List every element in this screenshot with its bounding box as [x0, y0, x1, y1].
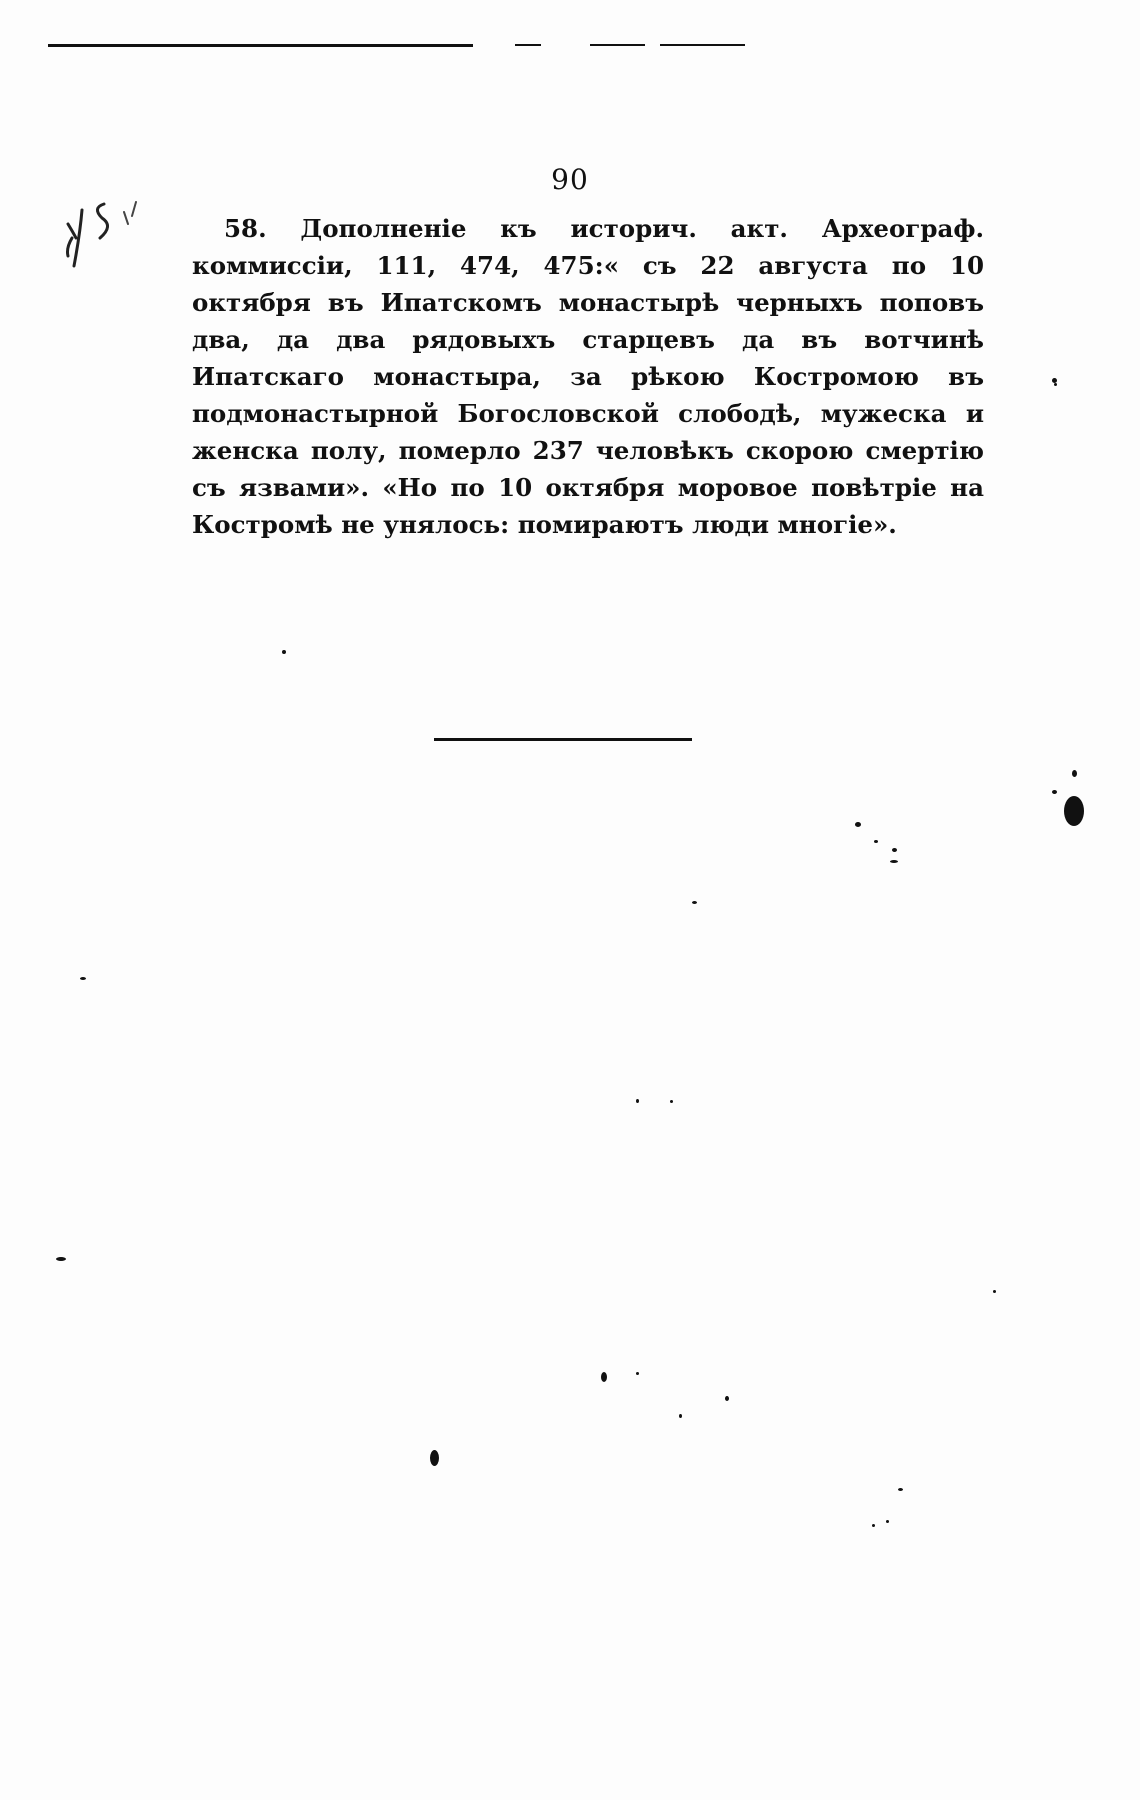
ink-speck [282, 650, 286, 654]
footnote-58: 58. Дополненіе къ историч. акт. Археограф. коммиссіи, 111, 474, 475:« съ 22 августа по 10 октября въ Ипатскомъ монастырѣ черныхъ поповъ два, да два рядовыхъ старцевъ да въ вотчинѣ Ипатскаго монастыра, за рѣкою Костромою въ подмонастырной Богословской слободѣ, мужеска и женска полу, померло 237 человѣкъ скорою смертію съ язвами». «Но по 10 октября моровое повѣтріе на Костромѣ не унялось: помираютъ люди многіе». [192, 214, 984, 539]
ink-speck [872, 1524, 875, 1527]
handwritten-margin-note [62, 196, 162, 276]
ink-speck [636, 1099, 639, 1103]
ink-speck [430, 1450, 439, 1466]
top-rule-fragment [515, 44, 541, 46]
ink-speck [886, 1520, 889, 1523]
ink-speck [993, 1290, 996, 1293]
ink-speck [636, 1372, 639, 1375]
ink-blot [1064, 796, 1084, 826]
top-rule-fragment [660, 44, 745, 46]
ink-speck [56, 1257, 66, 1261]
top-rule-fragment [590, 44, 645, 46]
top-rule [48, 44, 473, 47]
ink-speck [692, 901, 697, 904]
ink-speck [1072, 770, 1077, 777]
ink-speck [1054, 383, 1057, 386]
ink-speck [898, 1488, 903, 1491]
ink-speck [892, 848, 897, 852]
ink-speck [855, 822, 861, 827]
ink-speck [890, 860, 898, 863]
ink-speck [725, 1396, 729, 1401]
section-divider [434, 738, 692, 741]
page-number: 90 [551, 163, 589, 196]
ink-speck [670, 1100, 673, 1103]
ink-speck [1052, 790, 1057, 794]
ink-speck [874, 840, 878, 843]
ink-speck [80, 977, 86, 980]
ink-speck [679, 1414, 682, 1418]
ink-speck [601, 1372, 607, 1382]
